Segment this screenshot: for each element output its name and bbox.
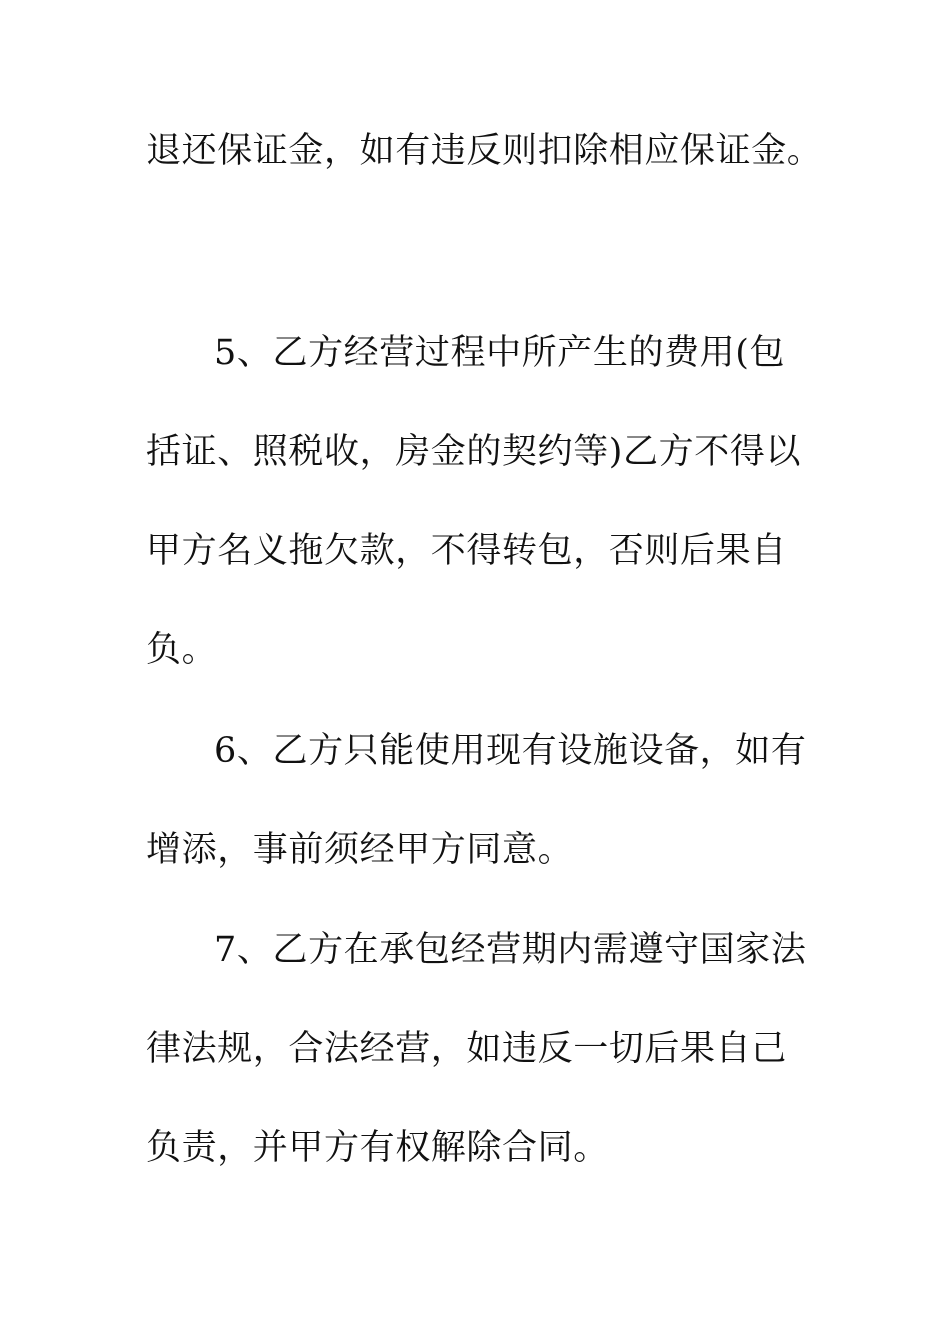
text-line: 律法规，合法经营，如违反一切后果自己 (146, 1029, 787, 1069)
text-line: 负责，并甲方有权解除合同。 (146, 1128, 609, 1168)
text-line: 甲方名义拖欠款，不得转包，否则后果自 (146, 531, 787, 571)
clause-7-line: 7、乙方在承包经营期内需遵守国家法 (214, 930, 807, 970)
text-line: 负。 (146, 630, 218, 670)
text-line: 增添，事前须经甲方同意。 (146, 830, 574, 870)
text-line: 退还保证金，如有违反则扣除相应保证金。 (146, 131, 823, 171)
clause-6-line: 6、乙方只能使用现有设施设备，如有 (214, 731, 807, 771)
text-line: 括证、照税收，房金的契约等)乙方不得以 (146, 432, 802, 472)
clause-5-line: 5、乙方经营过程中所产生的费用(包 (214, 333, 786, 373)
